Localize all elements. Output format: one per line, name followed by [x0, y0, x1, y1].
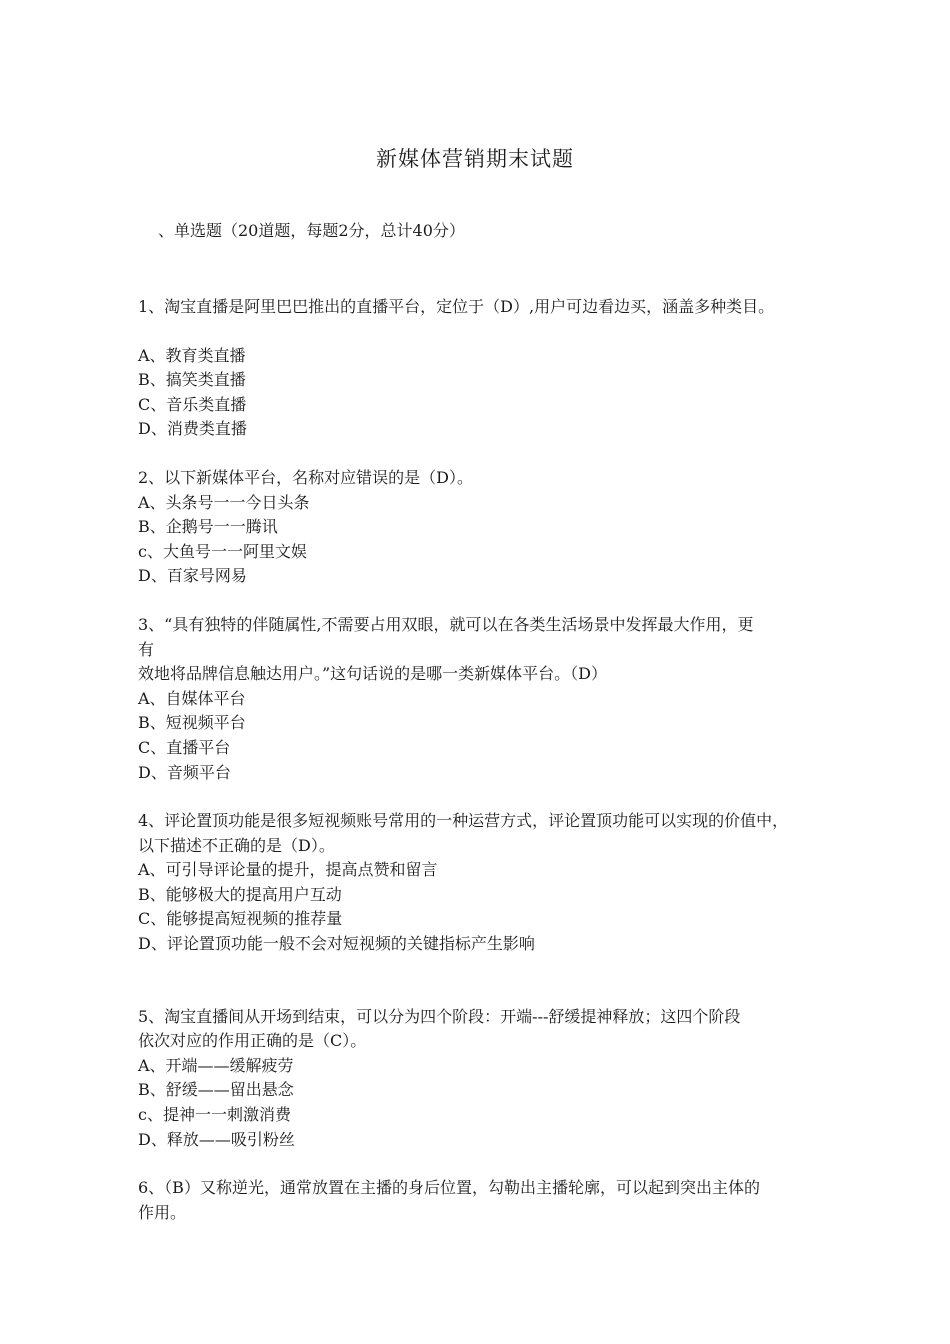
question-4-stem-line-1: 4、评论置顶功能是很多短视频账号常用的一种运营方式，评论置顶功能可以实现的价值中，	[138, 811, 789, 831]
question-6-stem-line-2: 作用。	[138, 1202, 187, 1222]
question-5	[138, 1005, 828, 1153]
question-5-stem-line-1: 5、淘宝直播间从开场到结束，可以分为四个阶段：开端---舒缓提神释放；这四个阶段	[138, 1006, 741, 1026]
question-2-option-a: A、头条号一一今日头条	[138, 492, 310, 512]
question-3-stem-line-1: 3、“具有独特的伴随属性,不需要占用双眼，就可以在各类生活场景中发挥最大作用，更	[138, 614, 754, 634]
question-5-option-d: D、释放——吸引粉丝	[138, 1129, 295, 1149]
question-3-option-b: B、短视频平台	[138, 713, 246, 733]
question-6-stem-line-1: 6、（B）又称逆光，通常放置在主播的身后位置，勾勒出主播轮廓，可以起到突出主体的	[138, 1178, 760, 1198]
page-title: 新媒体营销期末试题	[376, 147, 574, 171]
question-1-option-d: D、消费类直播	[138, 419, 247, 439]
question-list	[138, 295, 828, 1225]
question-1-option-b: B、搞笑类直播	[138, 370, 246, 390]
question-2-option-b: B、企鹅号一一腾讯	[138, 517, 278, 537]
question-5-option-a: A、开端——缓解疲劳	[138, 1055, 294, 1075]
question-4-option-a: A、可引导评论量的提升，提高点赞和留言	[138, 860, 438, 880]
question-4-option-c: C、能够提高短视频的推荐量	[138, 909, 343, 929]
question-1-option-a: A、教育类直播	[138, 345, 246, 365]
question-3	[138, 613, 828, 785]
question-3-option-c: C、直播平台	[138, 737, 231, 757]
question-3-stem-line-2: 有	[138, 639, 155, 659]
question-3-option-a: A、自媒体平台	[138, 688, 246, 708]
question-2-option-c: c、大鱼号一一阿里文娱	[138, 541, 307, 561]
section-header: 、单选题（20道题，每题2分，总计40分）	[158, 221, 465, 240]
question-5-stem-line-2: 依次对应的作用正确的是（C）。	[138, 1031, 367, 1051]
question-4-stem-line-2: 以下描述不正确的是（D）。	[138, 835, 335, 855]
question-4-option-d: D、评论置顶功能一般不会对短视频的关键指标产生影响	[138, 934, 535, 954]
question-1-stem: 1、淘宝直播是阿里巴巴推出的直播平台，定位于（D）,用户可边看边买，涵盖多种类目。	[138, 297, 775, 316]
question-3-option-d: D、音频平台	[138, 762, 231, 782]
question-5-option-b: B、舒缓——留出悬念	[138, 1080, 294, 1100]
question-2	[138, 466, 828, 589]
question-1	[138, 295, 828, 442]
question-5-option-c: c、提神一一刺激消费	[138, 1105, 291, 1125]
question-6	[138, 1176, 828, 1225]
question-4	[138, 809, 828, 957]
question-2-option-d: D、百家号网易	[138, 566, 247, 586]
question-4-option-b: B、能够极大的提高用户互动	[138, 884, 342, 904]
stem-spacer	[138, 320, 828, 344]
question-3-stem-line-3: 效地将品牌信息触达用户。”这句话说的是哪一类新媒体平台。（D）	[138, 664, 608, 684]
question-2-stem: 2、以下新媒体平台，名称对应错误的是（D）。	[138, 467, 474, 487]
question-1-option-c: C、音乐类直播	[138, 394, 247, 414]
